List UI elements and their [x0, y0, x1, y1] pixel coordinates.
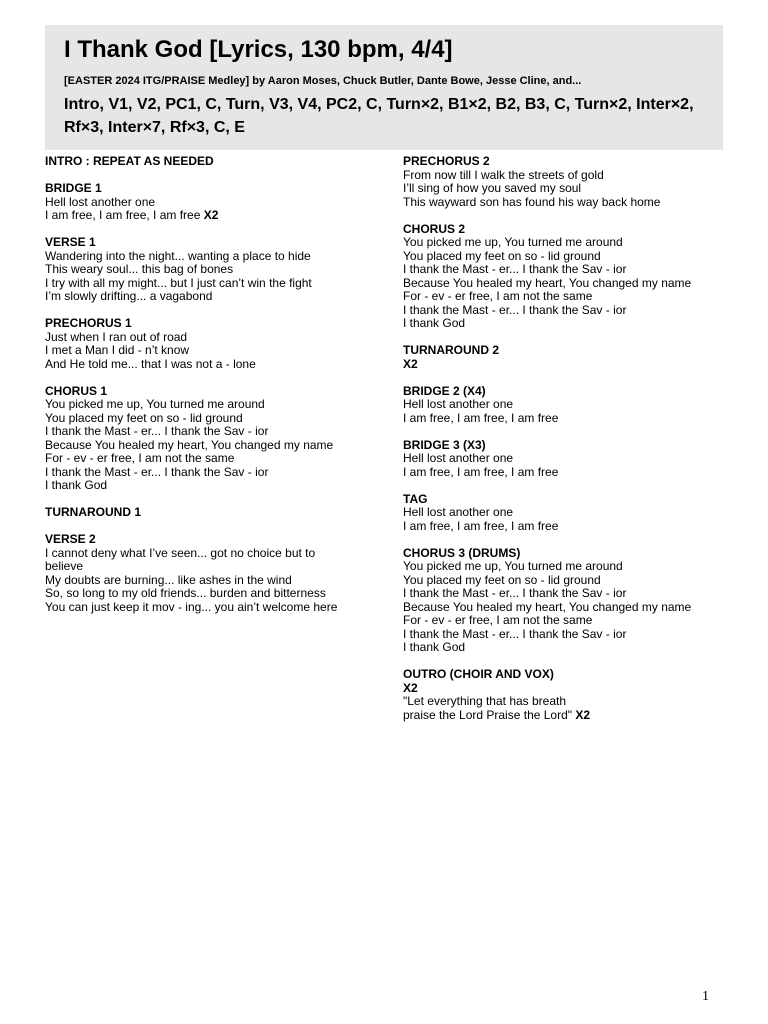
- lyric-line: [45, 398, 390, 412]
- lyric-line: [45, 331, 390, 345]
- lyric-line: [45, 290, 390, 304]
- song-title: I Thank God [Lyrics, 130 bpm, 4/4]: [64, 36, 453, 63]
- lyric-text: You can just keep it mov - ing... you ain’t welcome here: [45, 599, 338, 614]
- lyric-section: [403, 547, 748, 655]
- lyric-line: [403, 398, 748, 412]
- lyric-line: [403, 506, 748, 520]
- lyric-line: [403, 628, 748, 642]
- lyric-line: [403, 412, 748, 426]
- lyric-text: I’m slowly drifting... a vagabond: [45, 289, 213, 303]
- lyric-section: [45, 385, 390, 493]
- lyric-text: I thank God: [403, 640, 466, 654]
- repeat-marker: X2: [575, 707, 591, 722]
- lyric-line: [403, 236, 748, 250]
- lyric-text: My doubts are burning... like ashes in the wind: [45, 572, 292, 587]
- lyric-section: [403, 155, 748, 209]
- song-sequence: Intro, V1, V2, PC1, C, Turn, V3, V4, PC2, C, Turn×2, B1×2, B2, B3, C, Turn×2, Inter×2, Rf×3, Inter×7, Rf×3, C, E: [64, 96, 694, 136]
- lyric-text: I am free, I am free, I am free: [403, 518, 559, 533]
- section-heading: TURNAROUND 1: [45, 505, 141, 519]
- lyric-text: Hell lost another one: [403, 397, 514, 411]
- page-number: 1: [702, 989, 709, 1004]
- lyric-line: [45, 263, 390, 277]
- lyric-text: I try with all my might... but I just can’t win the fight: [45, 275, 312, 290]
- lyric-section: [403, 668, 748, 722]
- section-heading: TAG: [403, 491, 428, 506]
- lyric-line: [403, 574, 748, 588]
- lyric-section: [403, 493, 748, 534]
- lyric-line: [403, 695, 748, 709]
- lyric-line: [45, 466, 390, 480]
- lyric-line: [403, 709, 748, 723]
- lyric-line: [45, 479, 390, 493]
- lyric-text: Just when I ran out of road: [45, 329, 188, 344]
- lyric-line: [403, 358, 748, 372]
- lyric-text: For - ev - er free, I am not the same: [403, 289, 593, 303]
- lyric-line: [403, 614, 748, 628]
- lyric-text: Because You healed my heart, You changed my name: [403, 599, 692, 614]
- lyrics-column-right: [403, 155, 748, 736]
- lyric-line: [45, 587, 390, 601]
- lyric-text: Hell lost another one: [403, 505, 514, 519]
- lyric-section: [45, 533, 390, 614]
- lyric-section: [403, 385, 748, 426]
- lyric-line: [45, 412, 390, 426]
- lyric-text: I thank the Mast - er... I thank the Sav - ior: [45, 424, 269, 438]
- lyric-line: [45, 574, 390, 588]
- lyric-line: [45, 439, 390, 453]
- lyric-section: [45, 182, 390, 223]
- section-heading: TURNAROUND 2: [403, 343, 499, 357]
- repeat-marker: X2: [403, 680, 418, 695]
- lyric-text: I am free, I am free, I am free: [45, 208, 204, 222]
- lyric-text: You picked me up, You turned me around: [45, 397, 265, 411]
- lyric-text: I am free, I am free, I am free: [403, 464, 559, 479]
- lyric-line: [45, 209, 390, 223]
- section-heading: BRIDGE 2 (X4): [403, 383, 486, 398]
- song-header: [45, 25, 723, 150]
- lyric-line: [403, 587, 748, 601]
- section-heading: CHORUS 1: [45, 383, 108, 398]
- section-heading: CHORUS 3 (DRUMS): [403, 545, 521, 560]
- lyric-text: "Let everything that has breath: [403, 694, 567, 708]
- lyric-line: [403, 520, 748, 534]
- lyric-text: This weary soul... this bag of bones: [45, 262, 234, 276]
- lyric-line: [403, 182, 748, 196]
- lyric-line: [45, 547, 390, 561]
- lyrics-column-left: [45, 155, 390, 628]
- repeat-marker: X2: [403, 356, 418, 371]
- section-heading: BRIDGE 1: [45, 181, 102, 195]
- lyric-line: [45, 277, 390, 291]
- lyric-text: I’ll sing of how you saved my soul: [403, 181, 582, 195]
- lyric-line: [45, 452, 390, 466]
- lyric-line: [403, 560, 748, 574]
- lyric-text: For - ev - er free, I am not the same: [45, 451, 235, 465]
- section-heading: PRECHORUS 1: [45, 316, 132, 330]
- lyric-text: I am free, I am free, I am free: [403, 410, 559, 425]
- lyric-text: You placed my feet on so - lid ground: [403, 248, 601, 263]
- lyric-line: [403, 452, 748, 466]
- lyric-section: [403, 223, 748, 331]
- section-heading: BRIDGE 3 (X3): [403, 437, 486, 452]
- lyric-line: [403, 317, 748, 331]
- lyric-text: Hell lost another one: [403, 451, 514, 465]
- lyric-line: [403, 250, 748, 264]
- lyric-line: [403, 682, 748, 696]
- lyric-section: [403, 344, 748, 371]
- lyric-line: [403, 290, 748, 304]
- lyric-line: [45, 601, 390, 615]
- lyric-text: I thank the Mast - er... I thank the Sav - ior: [403, 262, 627, 276]
- lyric-text: praise the Lord Praise the Lord": [403, 707, 576, 722]
- lyric-text: I thank the Mast - er... I thank the Sav - ior: [403, 302, 627, 317]
- lyric-line: [403, 169, 748, 183]
- lyric-line: [403, 277, 748, 291]
- lyric-line: [403, 466, 748, 480]
- lyric-line: [45, 425, 390, 439]
- section-heading: INTRO : REPEAT AS NEEDED: [45, 154, 214, 168]
- lyric-line: [45, 344, 390, 358]
- lyric-line: [403, 263, 748, 277]
- lyric-line: [403, 196, 748, 210]
- section-heading: PRECHORUS 2: [403, 154, 490, 168]
- lyric-text: I thank the Mast - er... I thank the Sav - ior: [403, 626, 627, 641]
- lyric-section: [45, 236, 390, 304]
- lyric-text: I thank the Mast - er... I thank the Sav - ior: [403, 586, 627, 600]
- lyric-line: [403, 304, 748, 318]
- lyric-text: Because You healed my heart, You changed my name: [403, 275, 692, 290]
- lyric-text: I cannot deny what I’ve seen... got no choice but to: [45, 545, 316, 560]
- song-credits: [EASTER 2024 ITG/PRAISE Medley] by Aaron Moses, Chuck Butler, Dante Bowe, Jesse Cline, and...: [64, 75, 582, 87]
- lyric-line: [45, 196, 390, 210]
- lyric-text: I thank the Mast - er... I thank the Sav - ior: [45, 464, 269, 479]
- section-heading: OUTRO (CHOIR AND VOX): [403, 667, 554, 681]
- lyric-text: This wayward son has found his way back home: [403, 194, 661, 209]
- lyric-line: [403, 641, 748, 655]
- lyric-line: [45, 250, 390, 264]
- lyric-line: [403, 601, 748, 615]
- lyric-text: Because You healed my heart, You changed my name: [45, 437, 334, 452]
- lyric-text: Hell lost another one: [45, 194, 156, 209]
- lyric-text: believe: [45, 559, 84, 573]
- lyric-section: [403, 439, 748, 480]
- repeat-marker: X2: [203, 208, 219, 222]
- lyric-text: You picked me up, You turned me around: [403, 235, 623, 249]
- lyric-text: Wandering into the night... wanting a place to hide: [45, 248, 311, 263]
- lyric-text: I thank God: [45, 478, 108, 492]
- lyric-section: [45, 155, 390, 169]
- lyric-text: So, so long to my old friends... burden and bitterness: [45, 586, 326, 600]
- lyric-text: You placed my feet on so - lid ground: [45, 410, 243, 425]
- lyric-text: I thank God: [403, 316, 466, 330]
- lyric-section: [45, 317, 390, 371]
- lyric-text: For - ev - er free, I am not the same: [403, 613, 593, 627]
- lyric-line: [45, 358, 390, 372]
- lyric-text: From now till I walk the streets of gold: [403, 167, 604, 182]
- lyric-text: You placed my feet on so - lid ground: [403, 572, 601, 587]
- section-heading: VERSE 1: [45, 235, 96, 249]
- section-heading: VERSE 2: [45, 532, 96, 546]
- lyric-section: [45, 506, 390, 520]
- section-heading: CHORUS 2: [403, 221, 466, 236]
- lyric-text: You picked me up, You turned me around: [403, 559, 623, 573]
- lyric-line: [45, 560, 390, 574]
- lyric-text: And He told me... that I was not a - lone: [45, 356, 256, 371]
- lyric-text: I met a Man I did - n’t know: [45, 343, 190, 357]
